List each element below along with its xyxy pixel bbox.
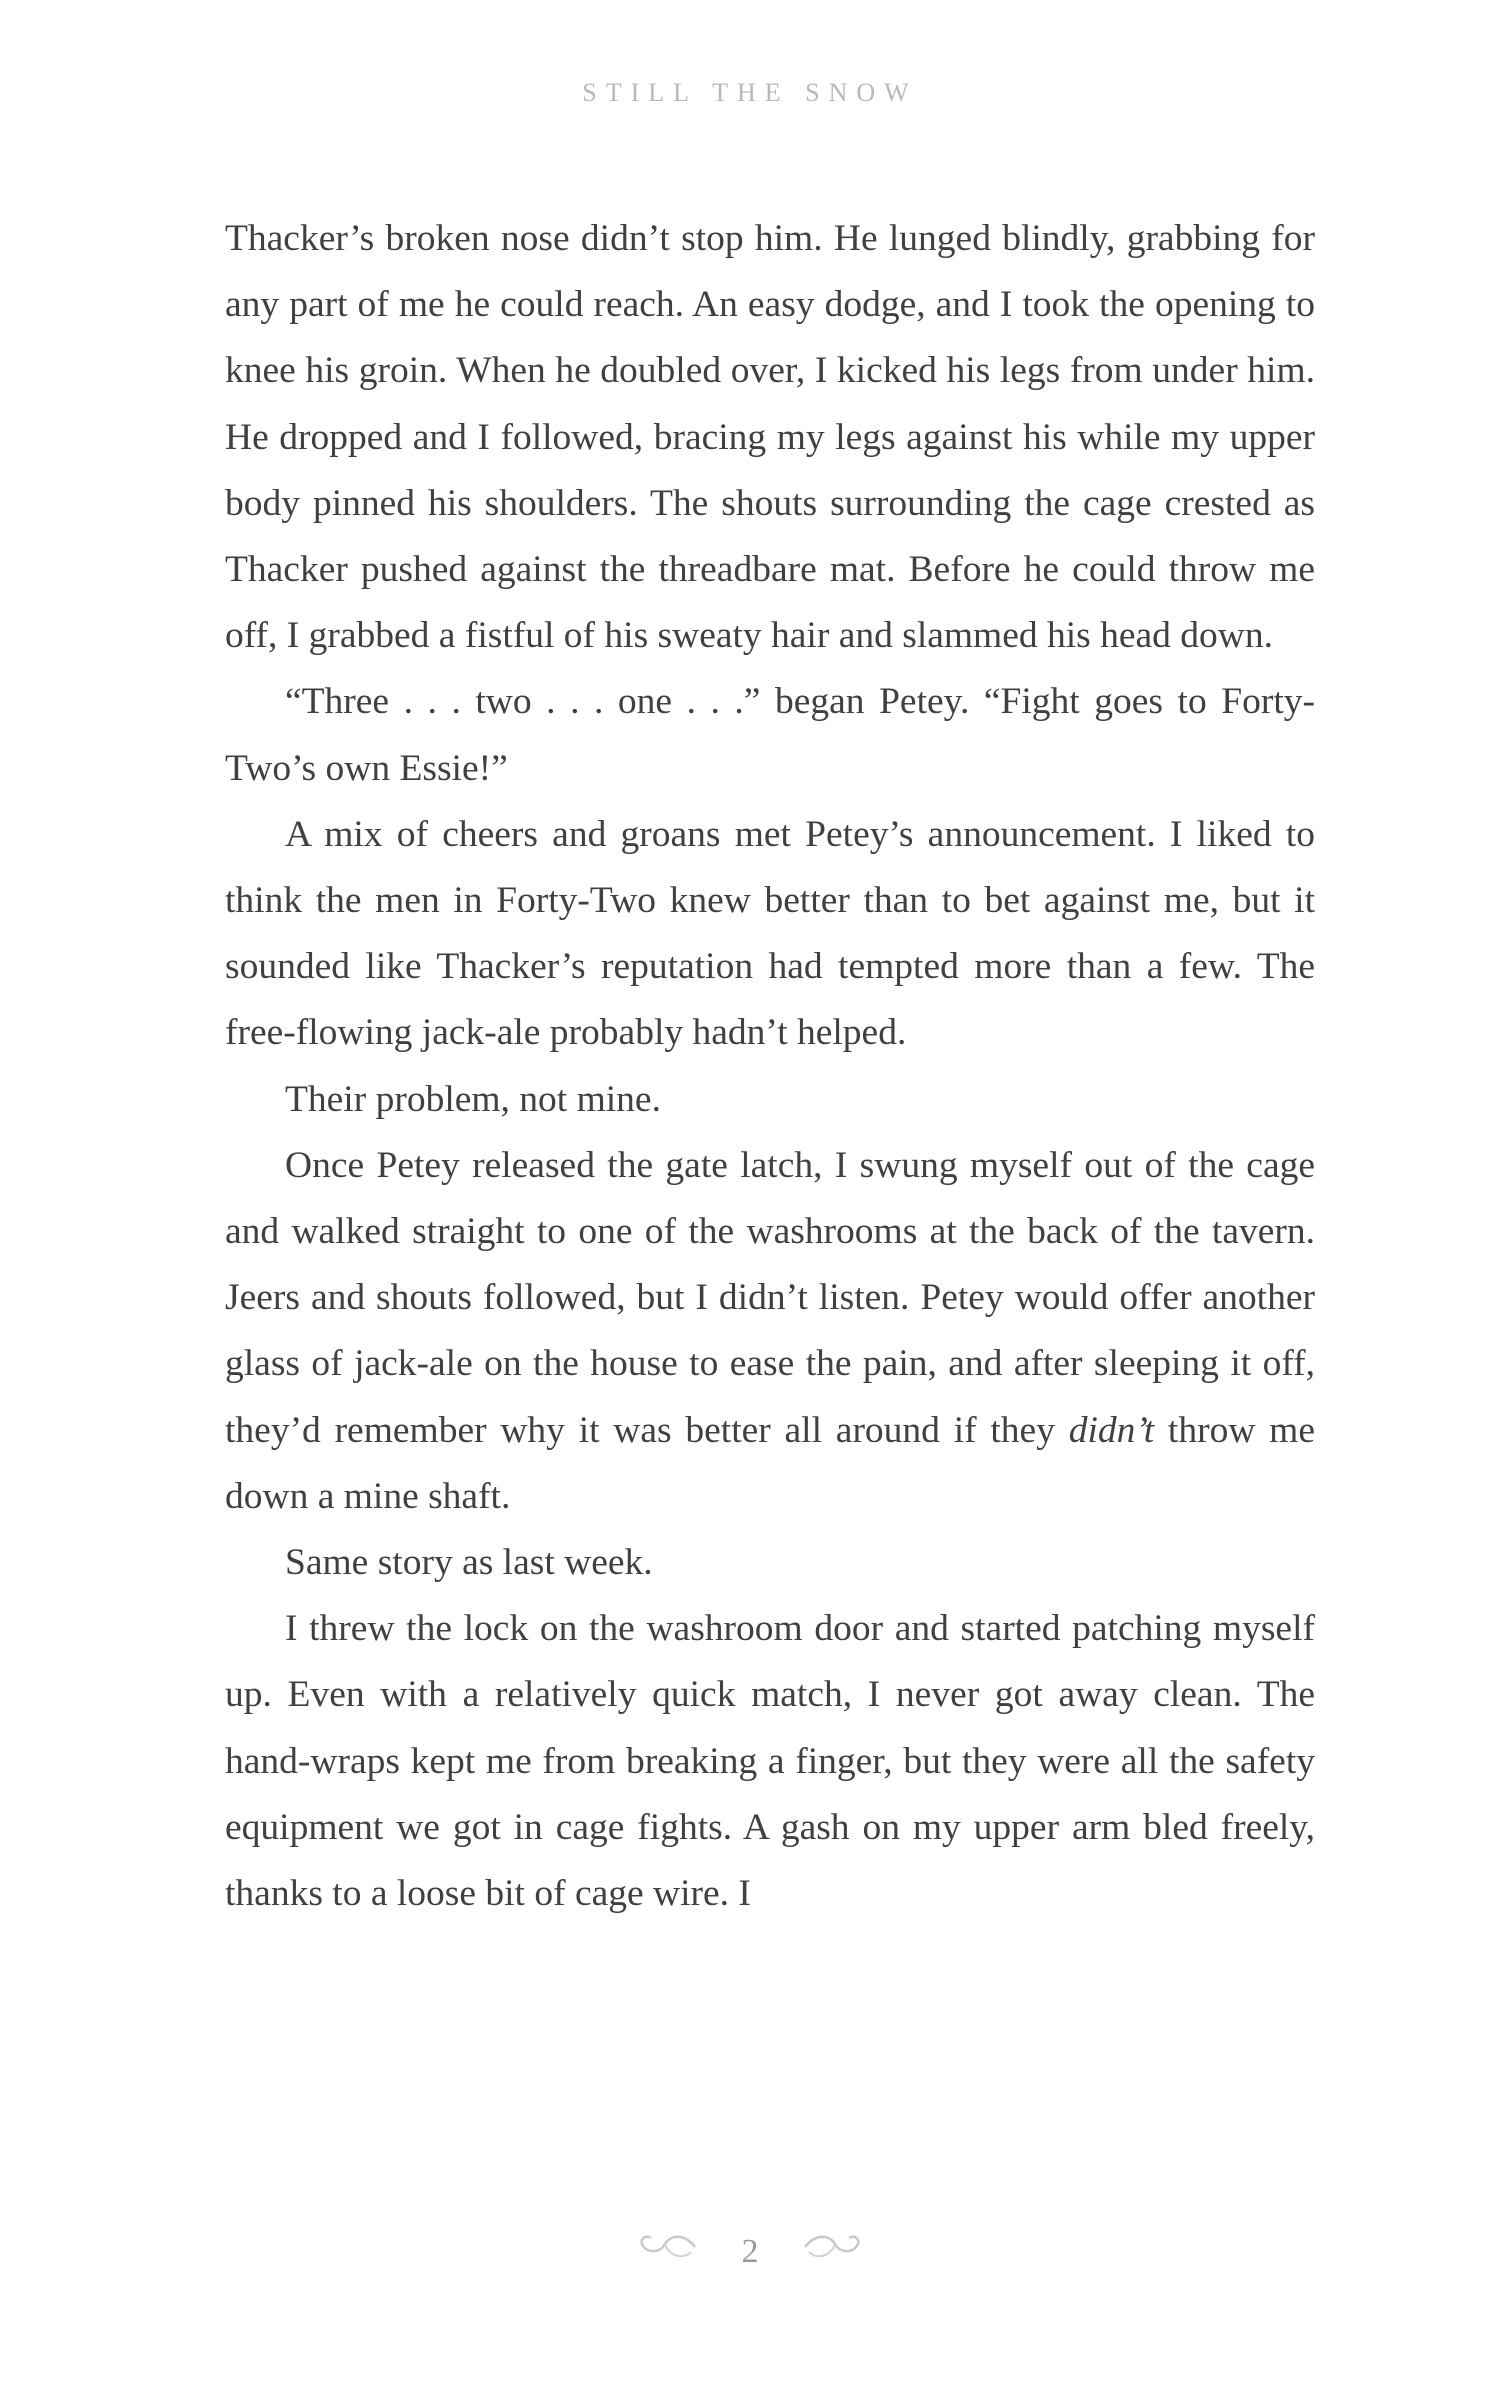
paragraph-3: A mix of cheers and groans met Petey’s announcement. I liked to think the men in Forty-Two knew better than to bet against me, but it sounded like Thacker’s reputation had tempted more than a few. The free-flowing jack-ale probably hadn’t helped. [225,813,1315,1054]
paragraph-5-before: Once Petey released the gate latch, I swung myself out of the cage and walked straight to one of the washrooms at the back of the tavern. Jeers and shouts followed, but I didn’t listen. Petey would offer another glass of jack-ale on the house to ease the pain, and after sleeping it off, they’d remember why it was better all around if they [225,1144,1315,1451]
paragraph-5 [225,1133,1315,1530]
left-flourish-icon [635,2230,699,2273]
running-header-title: STILL THE SNOW [582,78,918,107]
paragraph-2: “Three . . . two . . . one . . .” began Petey. “Fight goes to Forty-Two’s own Essie!” [225,681,1315,789]
paragraph-5-after: throw me down a mine shaft. [225,1409,1315,1517]
page-number: 2 [741,2232,759,2270]
paragraph-7: I threw the lock on the washroom door and started patching myself up. Even with a relatively quick match, I never got away clean. The hand-wraps kept me from breaking a finger, but they were all the safety equipment we got in cage fights. A gash on my upper arm bled freely, thanks to a loose bit of cage wire. I [225,1608,1315,1915]
body-text [225,206,1315,1927]
page-footer [0,2230,1500,2273]
paragraph-4: Their problem, not mine. [285,1078,661,1120]
paragraph-1: Thacker’s broken nose didn’t stop him. He lunged blindly, grabbing for any part of me he could reach. An easy dodge, and I took the opening to knee his groin. When he doubled over, I kicked his legs from under him. He dropped and I followed, bracing my legs against his while my upper body pinned his shoulders. The shouts surrounding the cage crested as Thacker pushed against the threadbare mat. Before he could throw me off, I grabbed a fistful of his sweaty hair and slammed his head down. [225,218,1315,657]
paragraph-5-emphasis: didn’t [1068,1409,1155,1451]
right-flourish-icon [801,2230,865,2273]
paragraph-6: Same story as last week. [285,1542,653,1584]
